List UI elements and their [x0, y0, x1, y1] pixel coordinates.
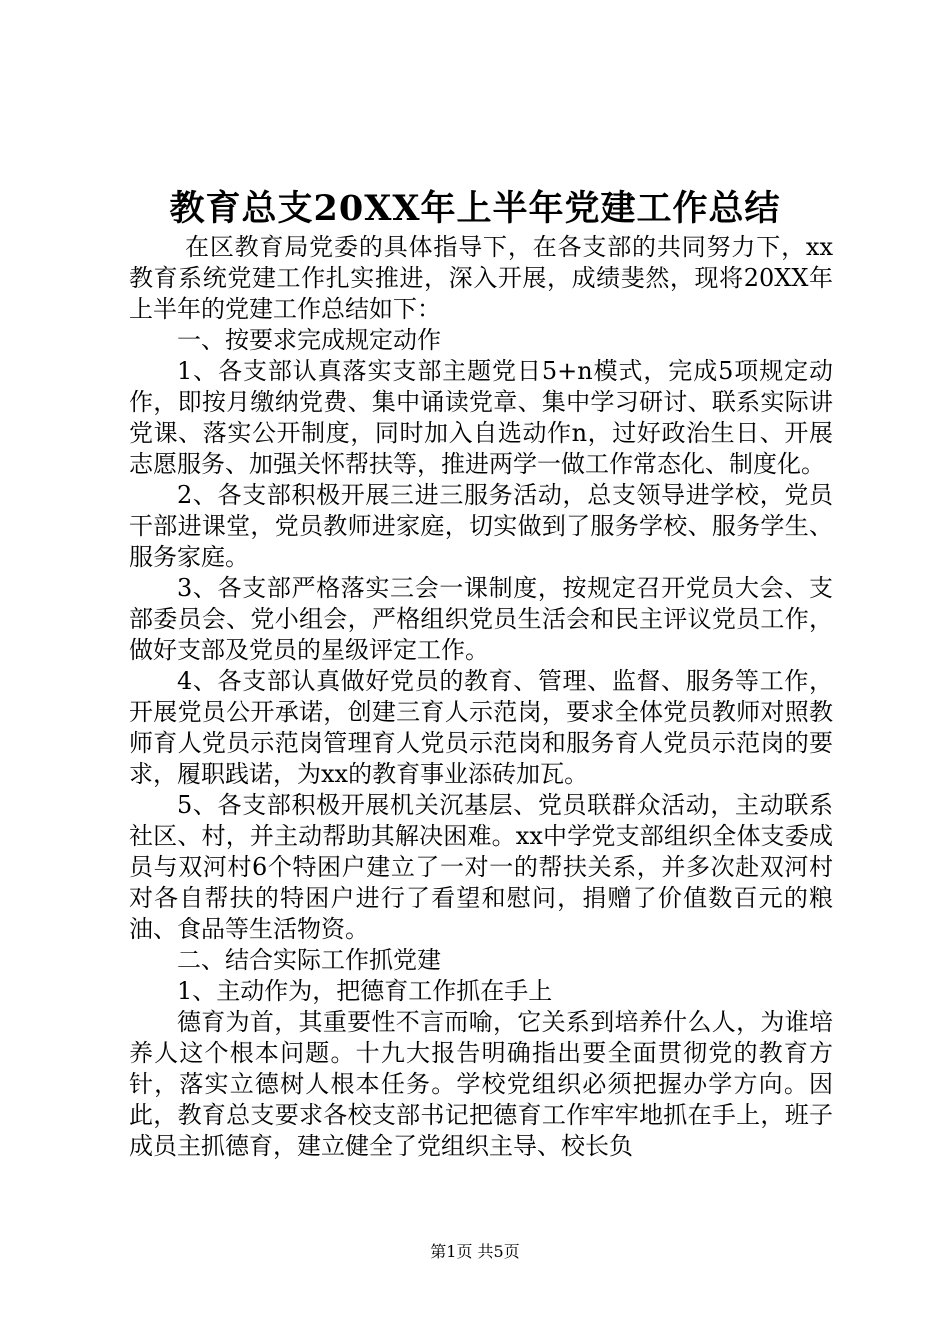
body-paragraph: 5、各支部积极开展机关沉基层、党员联群众活动，主动联系社区、村，并主动帮助其解决困难。xx中学党支部组织全体支委成员与双河村6个特困户建立了一对一的帮扶关系，并多次赴双河村对各自帮扶的特困户进行了看望和慰问，捐赠了价值数百元的粮油、食品等生活物资。 — [129, 791, 833, 943]
document-body — [129, 232, 833, 1162]
page-number-footer: 第1页 共5页 — [430, 1242, 520, 1261]
body-paragraph: 德育为首，其重要性不言而喻，它关系到培养什么人，为谁培养人这个根本问题。十九大报告明确指出要全面贯彻党的教育方针，落实立德树人根本任务。学校党组织必须把握办学方向。因此，教育总支要求各校支部书记把德育工作牢牢地抓在手上，班子成员主抓德育，建立健全了党组织主导、校长负 — [129, 1008, 833, 1160]
body-paragraph: 4、各支部认真做好党员的教育、管理、监督、服务等工作，开展党员公开承诺，创建三育人示范岗，要求全体党员教师对照教师育人党员示范岗管理育人党员示范岗和服务育人党员示范岗的要求，履职践诺，为xx的教育事业添砖加瓦。 — [129, 667, 833, 788]
body-paragraph: 3、各支部严格落实三会一课制度，按规定召开党员大会、支部委员会、党小组会，严格组织党员生活会和民主评议党员工作，做好支部及党员的星级评定工作。 — [129, 574, 833, 664]
subsection-heading: 1、主动作为，把德育工作抓在手上 — [177, 977, 553, 1005]
section-heading-2: 二、结合实际工作抓党建 — [177, 946, 441, 974]
document-title: 教育总支20XX年上半年党建工作总结 — [169, 188, 781, 229]
section-heading-1: 一、按要求完成规定动作 — [177, 326, 441, 354]
intro-paragraph: 在区教育局党委的具体指导下，在各支部的共同努力下，xx教育系统党建工作扎实推进，深入开展，成绩斐然，现将20XX年上半年的党建工作总结如下： — [129, 233, 833, 323]
body-paragraph: 2、各支部积极开展三进三服务活动，总支领导进学校，党员干部进课堂，党员教师进家庭，切实做到了服务学校、服务学生、服务家庭。 — [129, 481, 833, 571]
body-paragraph: 1、各支部认真落实支部主题党日5+n模式，完成5项规定动作，即按月缴纳党费、集中诵读党章、集中学习研讨、联系实际讲党课、落实公开制度，同时加入自选动作n，过好政治生日、开展志愿服务、加强关怀帮扶等，推进两学一做工作常态化、制度化。 — [129, 357, 833, 478]
